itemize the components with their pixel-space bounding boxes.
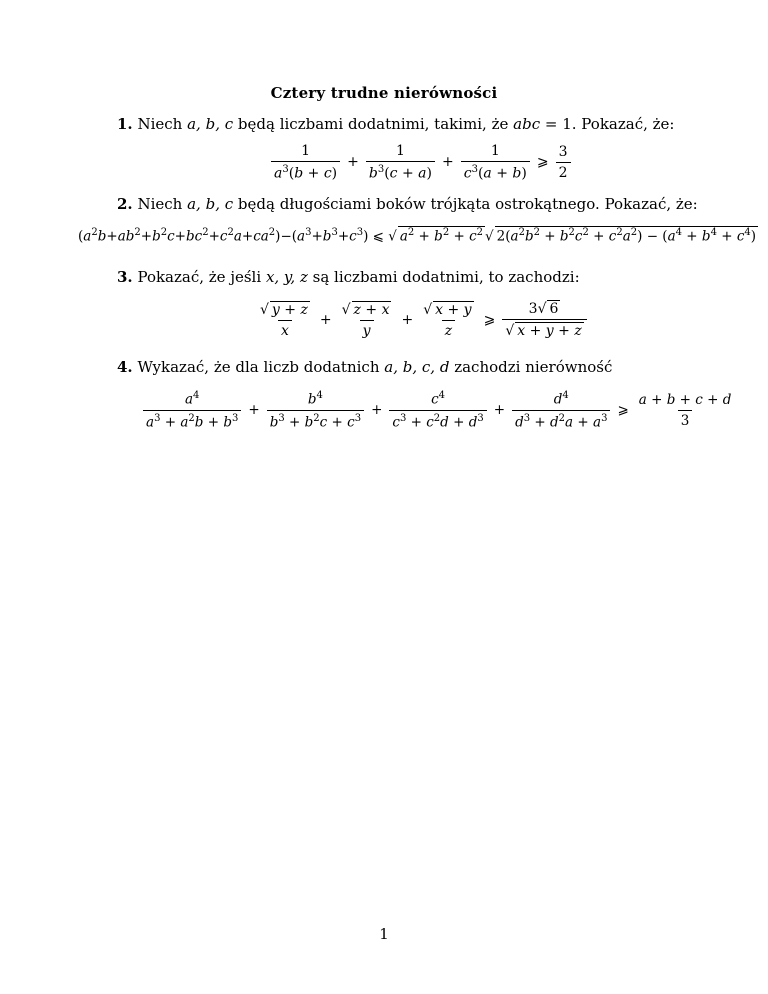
problem-2-number: 2. [117,195,133,213]
problem-1-text: Niech [137,115,183,133]
problem-3-number: 3. [117,268,133,286]
problem-1-condition-rest: = 1. Pokazać, że: [544,115,675,133]
page-title: Cztery trudne nierówności [270,84,498,102]
problem-3-vars: x, y, z [265,268,308,286]
problem-1-inequality: $\frac{1}{a^3(b + c)}$ + $\frac{1}{b^3(c + a)}$ + $\frac{1}{c^3(a + b)}$ ⩾ $\frac{3}{2}$ [268,143,574,182]
problem-2-vars: a, b, c [187,195,234,213]
problem-3-text: Pokazać, że jeśli [137,268,262,286]
problem-1-text-after: będą liczbami dodatnimi, takimi, że [237,115,509,133]
problem-2-statement [117,195,698,213]
problem-4-statement [117,358,612,376]
problem-4-text: Wykazać, że dla liczb dodatnich [137,358,380,376]
problem-4-number: 4. [117,358,133,376]
problem-1-vars: a, b, c [187,115,234,133]
problem-1-statement [117,115,674,133]
problem-2-inequality: $(a^2b+ab^2+b^2c+bc^2+c^2a+ca^2)-(a^3+b^3+c^3)$ ⩽ √ $a^2 + b^2 + c^2$ √ $2(a^2b^2 + b^2c^2 + c^2a^2) - (a^4 + b^4 + c^4)$ [78,227,757,245]
problem-1-number: 1. [117,115,133,133]
problem-3-inequality: $\frac{√ y + z}{x}$ + $\frac{√ z + x}{y}$ + $\frac{√ x + y}{z}$ ⩾ $\frac{3√ 6}{√ x + y + z}$ [254,300,590,339]
problem-1-condition: abc [513,115,541,133]
problem-4-vars: a, b, c, d [384,358,450,376]
problem-2-text-after: będą długościami boków trójkąta ostrokątnego. Pokazać, że: [237,195,698,213]
problem-4-text-after: zachodzi nierówność [454,358,613,376]
problem-4-inequality: $\frac{a^4}{a^3 + a^2b + b^3}$ + $\frac{b^4}{b^3 + b^2c + c^3}$ + $\frac{c^4}{c^3 + c^2d + d^3}$ + $\frac{d^4}{d^3 + d^2a + a^3}$ ⩾ $\frac{a + b + c + d}{3}$ [140,390,737,430]
problem-3-statement [117,268,580,286]
problem-3-text-after: są liczbami dodatnimi, to zachodzi: [312,268,580,286]
problem-2-text: Niech [137,195,183,213]
page-number: 1 [379,925,389,943]
